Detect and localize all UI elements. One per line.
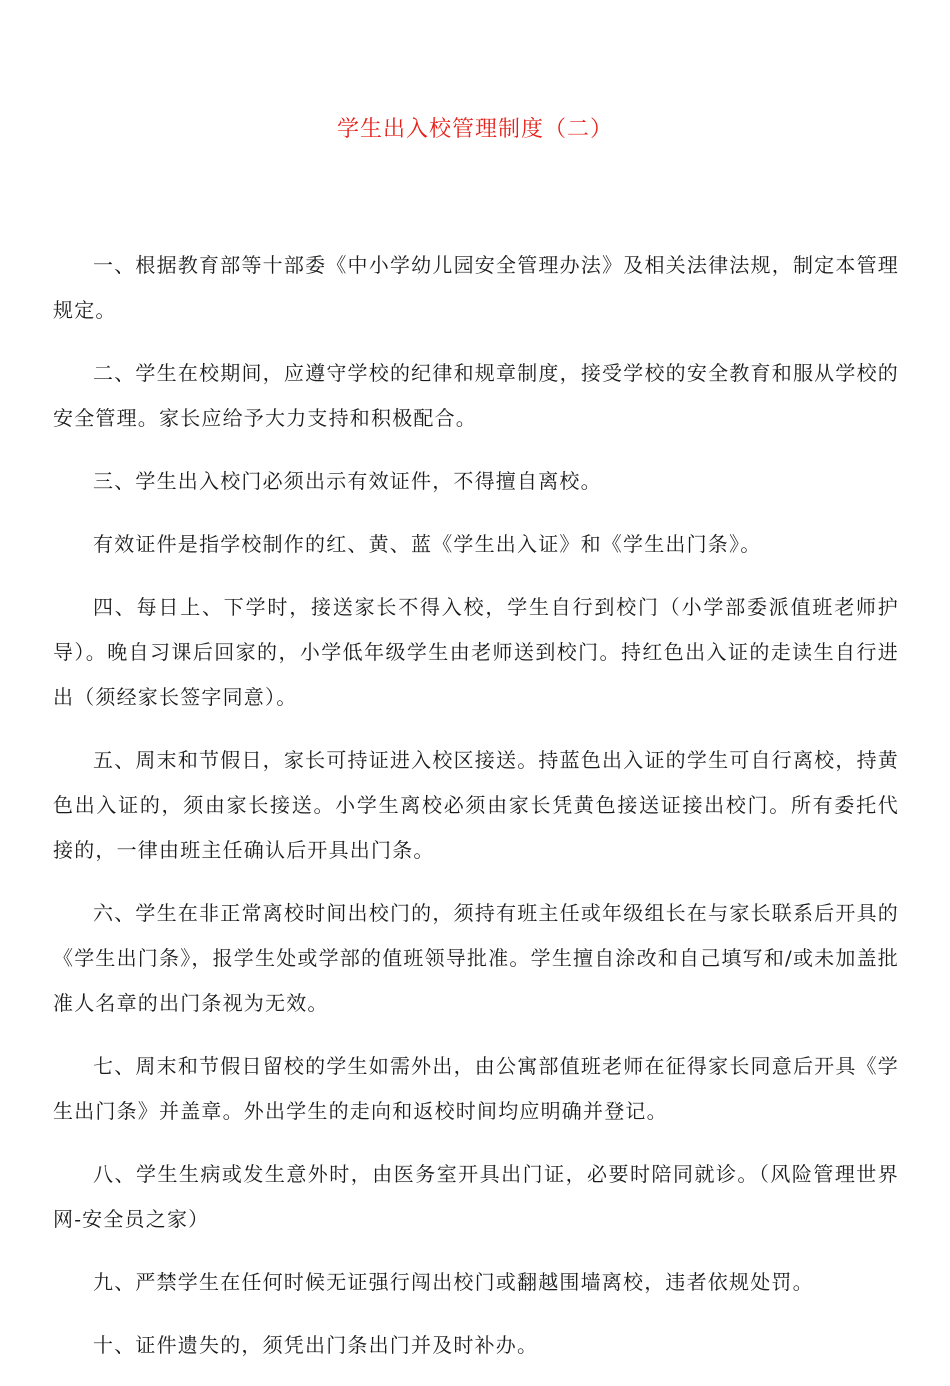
paragraph-7: 七、周末和节假日留校的学生如需外出，由公寓部值班老师在征得家长同意后开具《学生出门条》并盖章。外出学生的走向和返校时间均应明确并登记。	[53, 1054, 899, 1123]
paragraph-8: 八、学生生病或发生意外时，由医务室开具出门证，必要时陪同就诊。（风险管理世界网-安全员之家）	[53, 1162, 899, 1231]
paragraph-10: 十、证件遗失的，须凭出门条出门并及时补办。	[93, 1333, 539, 1357]
paragraph-9: 九、严禁学生在任何时候无证强行闯出校门或翻越围墙离校，违者依规处罚。	[93, 1270, 814, 1294]
document-title: 学生出入校管理制度（二）	[336, 117, 613, 142]
paragraph-5: 五、周末和节假日，家长可持证进入校区接送。持蓝色出入证的学生可自行离校，持黄色出入证的，须由家长接送。小学生离校必须由家长凭黄色接送证接出校门。所有委托代接的，一律由班主任确认后开具出门条。	[53, 748, 899, 862]
document-body	[53, 243, 899, 1386]
paragraph-3-note: 有效证件是指学校制作的红、黄、蓝《学生出入证》和《学生出门条》。	[93, 532, 762, 556]
paragraph-1: 一、根据教育部等十部委《中小学幼儿园安全管理办法》及相关法律法规，制定本管理规定。	[53, 253, 899, 322]
paragraph-2: 二、学生在校期间，应遵守学校的纪律和规章制度，接受学校的安全教育和服从学校的安全管理。家长应给予大力支持和积极配合。	[53, 361, 899, 430]
paragraph-3: 三、学生出入校门必须出示有效证件，不得擅自离校。	[93, 469, 602, 493]
paragraph-6: 六、学生在非正常离校时间出校门的，须持有班主任或年级组长在与家长联系后开具的《学生出门条》，报学生处或学部的值班领导批准。学生擅自涂改和自己填写和/或未加盖批准人名章的出门条视为无效。	[53, 901, 899, 1015]
paragraph-4: 四、每日上、下学时，接送家长不得入校，学生自行到校门（小学部委派值班老师护导）。晚自习课后回家的，小学低年级学生由老师送到校门。持红色出入证的走读生自行进出（须经家长签字同意）。	[53, 595, 899, 709]
